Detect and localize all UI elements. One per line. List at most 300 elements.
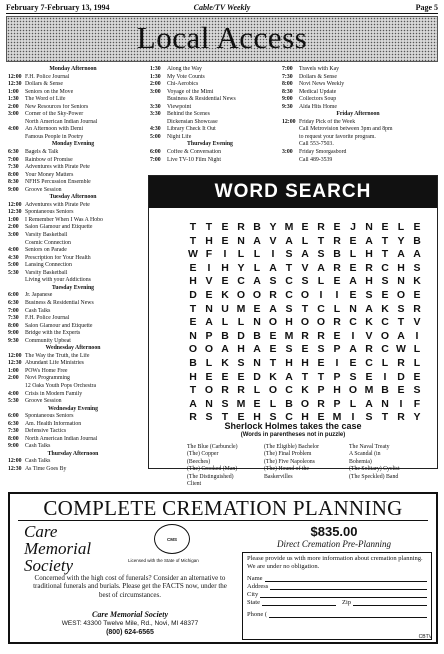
grid-letter: C xyxy=(237,275,245,288)
grid-row xyxy=(185,303,425,317)
ad-headline: COMPLETE CREMATION PLANNING xyxy=(43,496,403,520)
grid-row xyxy=(185,221,425,235)
answer-item: Bohemia) xyxy=(349,458,372,465)
schedule-row xyxy=(150,66,270,74)
grid-letter: O xyxy=(300,316,310,329)
schedule-row xyxy=(8,224,138,232)
city-line[interactable] xyxy=(260,591,427,598)
schedule-row xyxy=(8,330,138,338)
program-title: Cosmic Connection xyxy=(25,239,71,246)
grid-letter: N xyxy=(365,221,373,233)
grid-letter: A xyxy=(397,329,405,342)
schedule-row xyxy=(282,141,434,149)
grid-letter: O xyxy=(252,288,262,301)
answer-item: Baskervilles xyxy=(264,473,293,480)
grid-letter: O xyxy=(396,288,406,301)
grid-letter: B xyxy=(285,397,293,410)
grid-row xyxy=(185,357,425,371)
program-title: New Resources for Seniors xyxy=(25,103,89,110)
grid-letter: V xyxy=(269,234,277,247)
schedule-row xyxy=(8,466,138,474)
grid-letter: R xyxy=(237,384,245,397)
airtime: 4:30 xyxy=(150,126,161,133)
schedule-row xyxy=(8,255,138,263)
program-title: Viewpoint xyxy=(167,103,192,110)
grid-letter: C xyxy=(285,288,293,301)
program-title: Alda Hits Home xyxy=(299,103,337,110)
grid-letter: S xyxy=(317,343,325,356)
grid-row xyxy=(185,371,425,385)
airtime: 6:30 xyxy=(8,149,19,156)
program-title: Crisis in Modern Family xyxy=(25,390,83,397)
grid-row xyxy=(185,343,425,357)
name-line[interactable] xyxy=(265,575,427,582)
grid-letter: R xyxy=(365,343,373,356)
program-title: 12 Oaks Youth Pops Orchestra xyxy=(25,382,97,389)
grid-letter: V xyxy=(205,275,213,288)
grid-letter: E xyxy=(349,288,357,301)
schedule-row xyxy=(8,383,138,391)
answer-item: The Blue (Carbuncle) xyxy=(187,444,238,450)
grid-letter: I xyxy=(271,248,275,261)
schedule-row xyxy=(150,104,270,112)
grid-letter: H xyxy=(253,411,261,424)
answer-item: (The Distinguished) xyxy=(187,473,234,480)
schedule-row xyxy=(8,458,138,466)
program-title: Abundant Life Ministries xyxy=(25,360,84,367)
airtime: 9:00 xyxy=(282,96,293,103)
airtime: 2:00 xyxy=(150,81,161,88)
schedule-column-1 xyxy=(8,66,138,474)
grid-letter: L xyxy=(317,275,325,288)
phone-line[interactable] xyxy=(269,611,427,618)
grid-letter: A xyxy=(285,370,293,383)
airtime: 12:30 xyxy=(8,360,22,367)
grid-letter: A xyxy=(285,234,293,247)
schedule-row xyxy=(8,368,138,376)
schedule-row xyxy=(282,134,434,142)
schedule-row xyxy=(8,292,138,300)
airtime: 7:30 xyxy=(282,73,293,80)
schedule-row xyxy=(8,315,138,323)
grid-letter: L xyxy=(349,248,357,261)
program-title: Bagels & Talk xyxy=(25,149,59,156)
ad-signature: Care Memorial Society xyxy=(92,610,168,619)
grid-letter: T xyxy=(397,316,405,329)
airtime xyxy=(150,96,167,104)
airtime xyxy=(8,240,25,248)
airtime: 7:30 xyxy=(8,315,19,322)
grid-letter: S xyxy=(413,384,421,397)
program-title: Dollars & Sense xyxy=(25,81,63,88)
airtime: 4:00 xyxy=(8,126,19,133)
airtime: 6:00 xyxy=(150,149,161,156)
answer-item: (The Solitary) Cyclist xyxy=(349,466,400,473)
grid-row xyxy=(185,235,425,249)
grid-letter: E xyxy=(301,343,309,356)
state-zip-field[interactable] xyxy=(247,599,427,606)
grid-letter: P xyxy=(205,329,213,342)
word-search-puzzle xyxy=(148,175,438,488)
grid-letter: T xyxy=(189,221,197,233)
grid-row xyxy=(185,384,425,398)
address-field[interactable] xyxy=(247,583,427,590)
airtime xyxy=(8,383,25,391)
schedule-row xyxy=(8,149,138,157)
license-note: Licensed with the State of Michigan xyxy=(128,558,199,563)
program-title: Novi News Weekly xyxy=(299,81,345,88)
grid-letter: E xyxy=(333,329,341,342)
grid-letter: V xyxy=(365,329,373,342)
grid-letter: W xyxy=(396,343,406,356)
grid-letter: I xyxy=(415,329,419,342)
grid-letter: E xyxy=(269,329,277,342)
grid-letter: P xyxy=(333,397,341,410)
grid-letter: S xyxy=(221,397,229,410)
grid-letter: S xyxy=(285,302,293,315)
grid-letter: R xyxy=(397,356,405,369)
grid-letter: E xyxy=(413,370,421,383)
airtime: 8:30 xyxy=(282,88,293,95)
grid-letter: A xyxy=(253,275,261,288)
schedule-row xyxy=(8,300,138,308)
grid-letter: A xyxy=(253,343,261,356)
grid-letter: S xyxy=(365,411,373,424)
phone-field[interactable] xyxy=(247,611,427,618)
airtime: 1:30 xyxy=(150,73,161,80)
grid-letter: L xyxy=(205,356,213,369)
address-line[interactable] xyxy=(270,583,427,590)
grid-letter: D xyxy=(397,370,405,383)
airtime: 12:00 xyxy=(8,352,22,359)
grid-letter: A xyxy=(269,302,277,315)
airtime xyxy=(8,134,25,142)
grid-letter: E xyxy=(413,221,421,233)
airtime: 1:00 xyxy=(8,216,19,223)
schedule-row xyxy=(8,74,138,82)
grid-letter: K xyxy=(381,302,389,315)
grid-letter: S xyxy=(397,302,405,315)
airtime: 1:30 xyxy=(150,66,161,72)
name-field[interactable] xyxy=(247,575,427,582)
grid-letter: V xyxy=(301,261,309,274)
answer-item: (Beeches) xyxy=(187,458,211,465)
airtime: 12:30 xyxy=(8,209,22,216)
grid-letter: I xyxy=(207,261,211,274)
grid-letter: F xyxy=(413,397,421,410)
answer-item: The Naval Treaty xyxy=(349,444,390,450)
airtime: 7:00 xyxy=(150,156,161,163)
schedule-row xyxy=(8,172,138,180)
program-title: Varsity Basketball xyxy=(25,269,68,276)
grid-letter: T xyxy=(317,370,325,383)
program-title: Lansing Connection xyxy=(25,262,72,269)
grid-letter: S xyxy=(269,411,277,424)
grid-letter: O xyxy=(316,316,326,329)
program-title: North American Indian Journal xyxy=(25,118,98,125)
grid-letter: R xyxy=(365,261,373,274)
grid-letter: M xyxy=(364,384,374,397)
airtime: 4:00 xyxy=(8,247,19,254)
program-title: Spontaneous Seniors xyxy=(25,209,74,216)
grid-letter: O xyxy=(188,343,198,356)
answer-list-3 xyxy=(349,444,437,481)
grid-letter: H xyxy=(365,275,373,288)
program-title: Adventures with Pirate Pete xyxy=(25,164,90,171)
grid-letter: C xyxy=(381,261,389,274)
program-title: Cash Talks xyxy=(25,307,51,314)
program-title: Jr. Japanese xyxy=(25,292,53,299)
program-title: Famous People in Poetry xyxy=(25,133,84,140)
cremation-advertisement xyxy=(8,492,438,644)
airtime: 7:00 xyxy=(282,66,293,72)
form-intro: Please provide us with more information about cremation planning. We are under no obligation. xyxy=(247,555,423,570)
schedule-row xyxy=(8,353,138,361)
grid-letter: H xyxy=(301,356,309,369)
grid-letter: O xyxy=(348,384,358,397)
schedule-row xyxy=(8,428,138,436)
grid-letter: B xyxy=(413,234,421,247)
program-title: Seniors on the Move xyxy=(25,88,74,95)
grid-letter: E xyxy=(381,221,389,233)
airtime: 2:00 xyxy=(8,375,19,382)
grid-letter: I xyxy=(399,397,403,410)
program-title: Living with your Addictions xyxy=(25,277,91,284)
grid-letter: L xyxy=(397,221,405,233)
grid-letter: L xyxy=(253,261,261,274)
grid-letter: A xyxy=(253,234,261,247)
program-title: North American Indian Journal xyxy=(25,435,98,442)
airtime: 6:30 xyxy=(8,299,19,306)
society-name-line: Memorial xyxy=(24,539,92,558)
program-title: The Way the Truth, the Life xyxy=(25,352,90,359)
grid-letter: E xyxy=(253,302,261,315)
airtime: 6:00 xyxy=(8,292,19,299)
program-title: Rainbow of Promise xyxy=(25,156,73,163)
grid-letter: T xyxy=(381,411,389,424)
schedule-row xyxy=(8,338,138,346)
airtime: 2:00 xyxy=(8,103,19,110)
schedule-row xyxy=(8,413,138,421)
day-heading: Wednesday Afternoon xyxy=(45,345,101,352)
airtime: 8:30 xyxy=(8,179,19,186)
airtime xyxy=(282,134,299,142)
airtime: 9:30 xyxy=(282,103,293,110)
grid-letter: A xyxy=(413,248,421,261)
airtime: 7:30 xyxy=(8,428,19,435)
airtime: 12:00 xyxy=(8,201,22,208)
grid-letter: P xyxy=(317,384,325,397)
schedule-row xyxy=(150,149,270,157)
grid-letter: H xyxy=(205,234,213,247)
letter-grid xyxy=(185,221,425,425)
schedule-row xyxy=(150,134,270,142)
program-title: POWs Home Free xyxy=(25,367,68,374)
airtime: 2:00 xyxy=(8,224,19,231)
grid-letter: E xyxy=(349,261,357,274)
grid-letter: S xyxy=(365,288,373,301)
program-title: Prescription for Your Health xyxy=(25,254,91,261)
grid-letter: A xyxy=(349,343,357,356)
airtime: 8:00 xyxy=(8,435,19,442)
grid-letter: K xyxy=(269,370,277,383)
program-title: Community Upbeat xyxy=(25,337,71,344)
grid-letter: C xyxy=(285,275,293,288)
schedule-row xyxy=(8,443,138,451)
program-title: Voyage of the Mimi xyxy=(167,88,214,95)
program-title: Dollars & Sense xyxy=(299,73,337,80)
program-title: Corner of the Sky-Power xyxy=(25,111,84,118)
phone-label: Phone ( xyxy=(247,611,268,618)
grid-letter: K xyxy=(301,384,309,397)
grid-letter: N xyxy=(349,302,357,315)
grid-letter: T xyxy=(301,370,309,383)
grid-letter: A xyxy=(397,248,405,261)
grid-letter: E xyxy=(349,356,357,369)
airtime: 5:30 xyxy=(8,398,19,405)
grid-letter: L xyxy=(269,397,277,410)
grid-letter: R xyxy=(269,288,277,301)
grid-letter: T xyxy=(221,411,229,424)
program-title: Am. Health Information xyxy=(25,420,82,427)
grid-letter: A xyxy=(365,397,373,410)
grid-row xyxy=(185,398,425,412)
grid-letter: A xyxy=(221,343,229,356)
program-title: Chi-Aerobics xyxy=(167,81,199,88)
city-field[interactable] xyxy=(247,591,427,598)
ad-phone: (800) 624-6565 xyxy=(106,629,154,636)
society-name xyxy=(24,523,91,574)
grid-letter: T xyxy=(381,234,389,247)
grid-letter: J xyxy=(350,221,356,233)
society-logo: CMS xyxy=(154,524,190,554)
program-title: Seniors on Parade xyxy=(25,247,67,254)
answer-item: (The) Copper xyxy=(187,451,219,458)
zip-label: Zip xyxy=(341,599,352,606)
schedule-row xyxy=(8,209,138,217)
airtime: 3:00 xyxy=(8,232,19,239)
grid-letter: L xyxy=(333,302,341,315)
airtime: 12:00 xyxy=(282,118,296,125)
grid-letter: O xyxy=(268,316,278,329)
schedule-row xyxy=(282,126,434,134)
ad-code: CBTV xyxy=(418,634,432,640)
schedule-row xyxy=(8,375,138,383)
grid-letter: E xyxy=(333,275,341,288)
grid-letter: E xyxy=(221,370,229,383)
ad-rule xyxy=(18,520,428,521)
program-title: Cash Talks xyxy=(25,443,51,450)
grid-letter: T xyxy=(189,234,197,247)
airtime: 6:30 xyxy=(8,420,19,427)
airtime: 6:00 xyxy=(8,413,19,420)
grid-letter: N xyxy=(381,397,389,410)
airtime: 12:00 xyxy=(8,458,22,465)
grid-letter: I xyxy=(351,329,355,342)
schedule-row xyxy=(150,111,270,119)
grid-letter: H xyxy=(237,343,245,356)
schedule-row xyxy=(8,89,138,97)
grid-letter: E xyxy=(301,221,309,233)
program-title: Library Check It Out xyxy=(167,126,216,133)
grid-letter: A xyxy=(189,397,197,410)
day-heading: Tuesday Afternoon xyxy=(49,194,97,201)
program-title: Coffee & Conversation xyxy=(167,149,221,156)
schedule-row xyxy=(8,323,138,331)
grid-letter: E xyxy=(189,261,197,274)
schedule-row xyxy=(8,421,138,429)
schedule-row xyxy=(8,232,138,240)
grid-letter: S xyxy=(381,275,389,288)
airtime: 9:00 xyxy=(8,330,19,337)
grid-letter: E xyxy=(413,288,421,301)
grid-letter: B xyxy=(253,221,261,233)
schedule-row xyxy=(282,66,434,74)
grid-letter: R xyxy=(317,329,325,342)
program-title: F.H. Police Journal xyxy=(25,73,70,80)
grid-letter: C xyxy=(349,316,357,329)
schedule-row xyxy=(8,134,138,142)
airtime: 9:00 xyxy=(8,186,19,193)
program-title: Friday Pick of the Week xyxy=(299,118,356,125)
grid-letter: B xyxy=(253,329,261,342)
zip-line[interactable] xyxy=(353,599,427,606)
airtime: 7:00 xyxy=(8,156,19,163)
program-title: F.H. Police Journal xyxy=(25,315,70,322)
program-title: Call 489-3539 xyxy=(299,156,333,163)
grid-letter: H xyxy=(285,316,293,329)
airtime: 8:00 xyxy=(8,322,19,329)
airtime: 7:00 xyxy=(8,307,19,314)
grid-letter: T xyxy=(269,356,277,369)
day-heading: Tuesday Evening xyxy=(51,284,95,291)
schedule-row xyxy=(8,179,138,187)
grid-letter: O xyxy=(268,384,278,397)
publication-name: Cable/TV Weekly xyxy=(193,3,251,12)
schedule-row xyxy=(8,262,138,270)
grid-letter: M xyxy=(284,329,294,342)
grid-letter: S xyxy=(285,248,293,261)
program-title: Travels with Kay xyxy=(299,66,340,72)
day-heading: Friday Afternoon xyxy=(336,111,380,118)
grid-letter: B xyxy=(221,329,229,342)
grid-letter: E xyxy=(317,411,325,424)
grid-letter: K xyxy=(365,316,373,329)
grid-letter: K xyxy=(221,288,229,301)
grid-row xyxy=(185,316,425,330)
airtime: 3:00 xyxy=(282,149,293,156)
answer-item: (The) Five Napoleons xyxy=(264,458,315,465)
grid-letter: Y xyxy=(397,234,405,247)
program-title: Your Money Matters xyxy=(25,171,74,178)
program-title: Spontaneous Seniors xyxy=(25,413,74,420)
grid-letter: E xyxy=(253,397,261,410)
grid-letter: D xyxy=(189,288,197,301)
grid-letter: E xyxy=(221,234,229,247)
airtime: 4:00 xyxy=(8,390,19,397)
grid-letter: E xyxy=(205,288,213,301)
schedule-column-2 xyxy=(150,66,270,164)
airtime xyxy=(150,119,167,127)
state-line[interactable] xyxy=(262,599,336,606)
answer-item: (The Speckled) Band xyxy=(349,473,399,480)
airtime: 1:30 xyxy=(8,96,19,103)
grid-letter: E xyxy=(189,316,197,329)
schedule-row xyxy=(8,157,138,165)
grid-letter: B xyxy=(333,248,341,261)
grid-row xyxy=(185,275,425,289)
program-title: Night Life xyxy=(167,133,192,140)
